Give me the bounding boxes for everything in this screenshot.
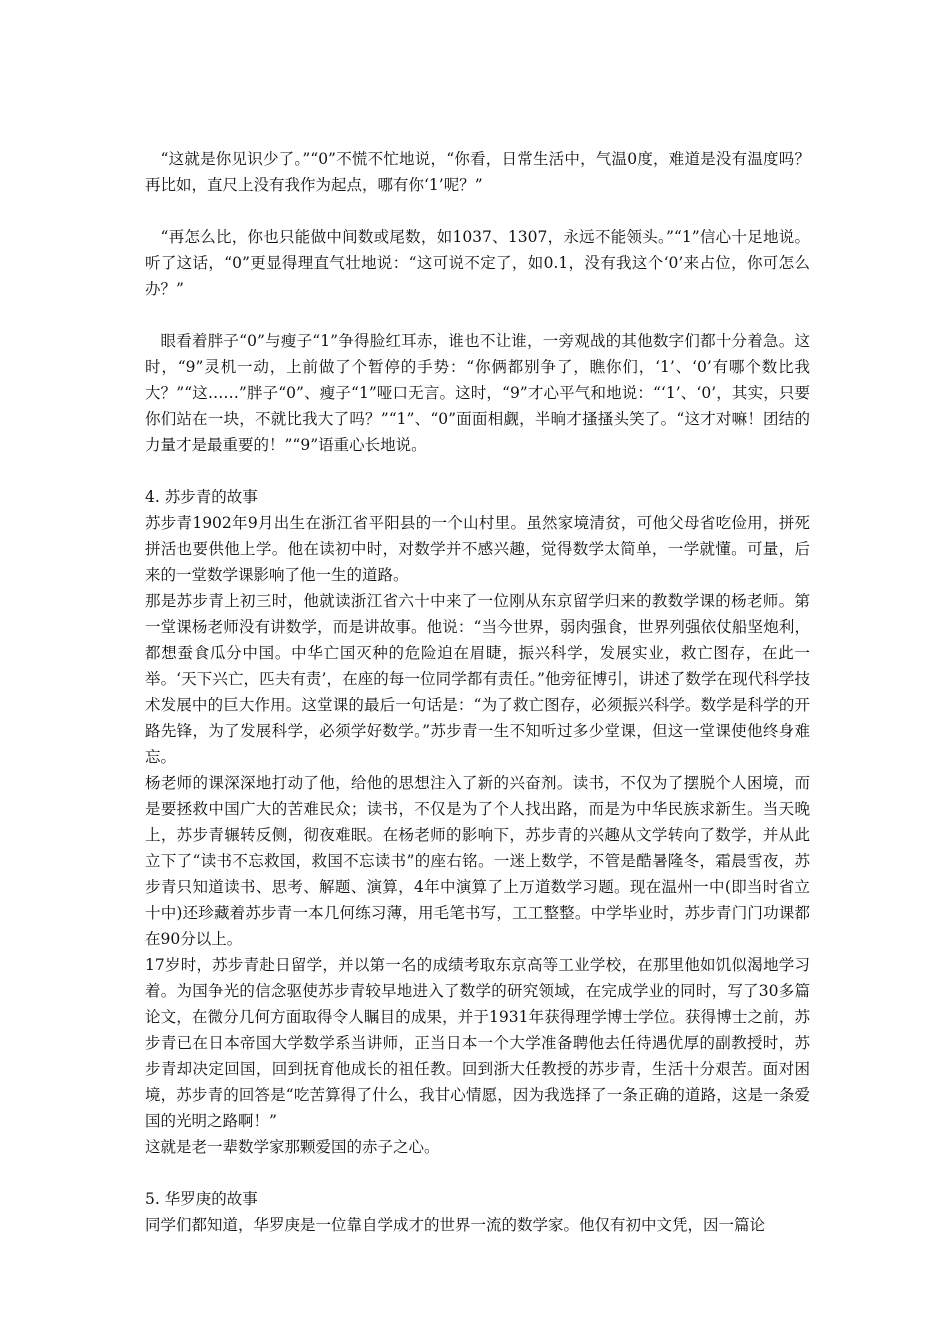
section-heading-hua-luogeng: 5. 华罗庚的故事 xyxy=(145,1190,258,1208)
dialogue-paragraph-2: “再怎么比，你也只能做中间数或尾数，如1037、1307，永远不能领头。”“1”信心十足地说。听了这话，“0”更显得理直气壮地说：“这可说不定了，如0.1，没有我这个‘0’来占位，你可怎么办？” xyxy=(145,228,810,298)
su-buqing-paragraph-4: 17岁时，苏步青赴日留学，并以第一名的成绩考取东京高等工业学校，在那里他如饥似渴地学习着。为国争光的信念驱使苏步青较早地进入了数学的研究领域，在完成学业的同时，写了30多篇论文，在微分几何方面取得令人瞩目的成果，并于1931年获得理学博士学位。获得博士之前，苏步青已在日本帝国大学数学系当讲师，正当日本一个大学准备聘他去任待遇优厚的副教授时，苏步青却决定回国，回到抚育他成长的祖任教。回到浙大任教授的苏步青，生活十分艰苦。面对困境，苏步青的回答是“吃苦算得了什么，我甘心情愿，因为我选择了一条正确的道路，这是一条爱国的光明之路啊！” xyxy=(145,956,810,1130)
paragraph-spacer xyxy=(145,302,810,328)
hua-luogeng-paragraph-1: 同学们都知道，华罗庚是一位靠自学成才的世界一流的数学家。他仅有初中文凭，因一篇论 xyxy=(145,1216,766,1234)
su-buqing-paragraph-3: 杨老师的课深深地打动了他，给他的思想注入了新的兴奋剂。读书，不仅为了摆脱个人困境，而是要拯救中国广大的苦难民众；读书，不仅是为了个人找出路，而是为中华民族求新生。当天晚上，苏步青辗转反侧，彻夜难眠。在杨老师的影响下，苏步青的兴趣从文学转向了数学，并从此立下了“读书不忘救国，救国不忘读书”的座右铭。一迷上数学，不管是酷暑隆冬，霜晨雪夜，苏步青只知道读书、思考、解题、演算，4年中演算了上万道数学习题。现在温州一中(即当时省立十中)还珍藏着苏步青一本几何练习薄，用毛笔书写，工工整整。中学毕业时，苏步青门门功课都在90分以上。 xyxy=(145,774,810,948)
su-buqing-paragraph-2: 那是苏步青上初三时，他就读浙江省六十中来了一位刚从东京留学归来的教数学课的杨老师。第一堂课杨老师没有讲数学，而是讲故事。他说：“当今世界，弱肉强食，世界列强依仗船坚炮利，都想蚕食瓜分中国。中华亡国灭种的危险迫在眉睫，振兴科学，发展实业，救亡图存，在此一举。‘天下兴亡，匹夫有责’，在座的每一位同学都有责任。”他旁征博引，讲述了数学在现代科学技术发展中的巨大作用。这堂课的最后一句话是：“为了救亡图存，必须振兴科学。数学是科学的开路先锋，为了发展科学，必须学好数学。”苏步青一生不知听过多少堂课，但这一堂课使他终身难忘。 xyxy=(145,592,810,766)
su-buqing-paragraph-5: 这就是老一辈数学家那颗爱国的赤子之心。 xyxy=(145,1138,440,1156)
paragraph-spacer xyxy=(145,198,810,224)
dialogue-paragraph-3: 眼看着胖子“0”与瘦子“1”争得脸红耳赤，谁也不让谁，一旁观战的其他数字们都十分着急。这时，“9”灵机一动，上前做了个暂停的手势：“你俩都别争了，瞧你们，‘1’、‘0’有哪个数比我大？”“这……”胖子“0”、瘦子“1”哑口无言。这时，“9”才心平气和地说：“‘1’、‘0’，其实，只要你们站在一块，不就比我大了吗？”“1”、“0”面面相觑，半晌才搔搔头笑了。“这才对嘛！团结的力量才是最重要的！”“9”语重心长地说。 xyxy=(145,332,810,454)
dialogue-paragraph-1: “这就是你见识少了。”“0”不慌不忙地说，“你看，日常生活中，气温0度，难道是没有温度吗？再比如，直尺上没有我作为起点，哪有你‘1’呢？” xyxy=(145,150,810,194)
paragraph-spacer xyxy=(145,458,810,484)
document-body xyxy=(145,146,810,1238)
section-heading-su-buqing: 4. 苏步青的故事 xyxy=(145,488,258,506)
su-buqing-paragraph-1: 苏步青1902年9月出生在浙江省平阳县的一个山村里。虽然家境清贫，可他父母省吃俭用，拼死拼活也要供他上学。他在读初中时，对数学并不感兴趣，觉得数学太简单，一学就懂。可量，后来的一堂数学课影响了他一生的道路。 xyxy=(145,514,810,584)
paragraph-spacer xyxy=(145,1160,810,1186)
